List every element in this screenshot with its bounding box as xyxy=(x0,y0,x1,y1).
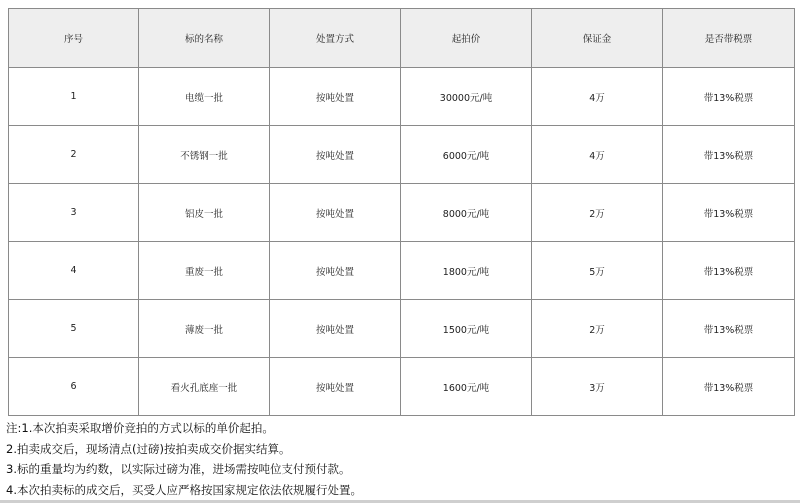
cell-index: 2 xyxy=(9,126,139,184)
note-line: 4.本次拍卖标的成交后，买受人应严格按国家规定依法依规履行处置。 xyxy=(6,482,362,497)
cell-disposal-method: 按吨处置 xyxy=(270,358,401,416)
col-header-index: 序号 xyxy=(9,9,139,68)
cell-disposal-method: 按吨处置 xyxy=(270,68,401,126)
cell-disposal-method: 按吨处置 xyxy=(270,126,401,184)
cell-tax-invoice: 带13%税票 xyxy=(663,300,795,358)
auction-lot-table xyxy=(8,8,795,416)
cell-index: 5 xyxy=(9,300,139,358)
cell-lot-name: 电缆一批 xyxy=(139,68,270,126)
table-header xyxy=(9,9,795,68)
col-header-tax-invoice: 是否带税票 xyxy=(663,9,795,68)
table-row xyxy=(9,68,795,126)
header-row xyxy=(9,9,795,68)
cell-deposit: 2万 xyxy=(532,184,663,242)
note-line: 注:1.本次拍卖采取增价竞拍的方式以标的单价起拍。 xyxy=(6,421,274,435)
note-line: 2.拍卖成交后，现场清点(过磅)按拍卖成交价据实结算。 xyxy=(6,441,291,456)
notes-section xyxy=(6,418,792,500)
cell-tax-invoice: 带13%税票 xyxy=(663,358,795,416)
cell-deposit: 3万 xyxy=(532,358,663,416)
cell-deposit: 2万 xyxy=(532,300,663,358)
cell-disposal-method: 按吨处置 xyxy=(270,184,401,242)
col-header-lot-name: 标的名称 xyxy=(139,9,270,68)
col-header-deposit: 保证金 xyxy=(532,9,663,68)
cell-deposit: 4万 xyxy=(532,126,663,184)
cell-lot-name: 铝皮一批 xyxy=(139,184,270,242)
cell-starting-price: 6000元/吨 xyxy=(401,126,532,184)
cell-lot-name: 薄废一批 xyxy=(139,300,270,358)
cell-lot-name: 重废一批 xyxy=(139,242,270,300)
cell-tax-invoice: 带13%税票 xyxy=(663,184,795,242)
cell-starting-price: 8000元/吨 xyxy=(401,184,532,242)
table-row xyxy=(9,184,795,242)
cell-deposit: 5万 xyxy=(532,242,663,300)
auction-table-container xyxy=(8,8,794,416)
cell-tax-invoice: 带13%税票 xyxy=(663,242,795,300)
cell-index: 4 xyxy=(9,242,139,300)
cell-disposal-method: 按吨处置 xyxy=(270,300,401,358)
col-header-starting-price: 起拍价 xyxy=(401,9,532,68)
cell-tax-invoice: 带13%税票 xyxy=(663,126,795,184)
cell-disposal-method: 按吨处置 xyxy=(270,242,401,300)
table-row xyxy=(9,358,795,416)
cell-tax-invoice: 带13%税票 xyxy=(663,68,795,126)
col-header-disposal-method: 处置方式 xyxy=(270,9,401,68)
cell-starting-price: 1800元/吨 xyxy=(401,242,532,300)
cell-lot-name: 看火孔底座一批 xyxy=(139,358,270,416)
cell-deposit: 4万 xyxy=(532,68,663,126)
cell-index: 3 xyxy=(9,184,139,242)
cell-index: 6 xyxy=(9,358,139,416)
table-row xyxy=(9,300,795,358)
cell-lot-name: 不锈钢一批 xyxy=(139,126,270,184)
cell-starting-price: 30000元/吨 xyxy=(401,68,532,126)
cell-starting-price: 1600元/吨 xyxy=(401,358,532,416)
table-row xyxy=(9,242,795,300)
table-body xyxy=(9,68,795,416)
table-row xyxy=(9,126,795,184)
cell-index: 1 xyxy=(9,68,139,126)
cell-starting-price: 1500元/吨 xyxy=(401,300,532,358)
note-line: 3.标的重量均为约数，以实际过磅为准，进场需按吨位支付预付款。 xyxy=(6,462,351,476)
